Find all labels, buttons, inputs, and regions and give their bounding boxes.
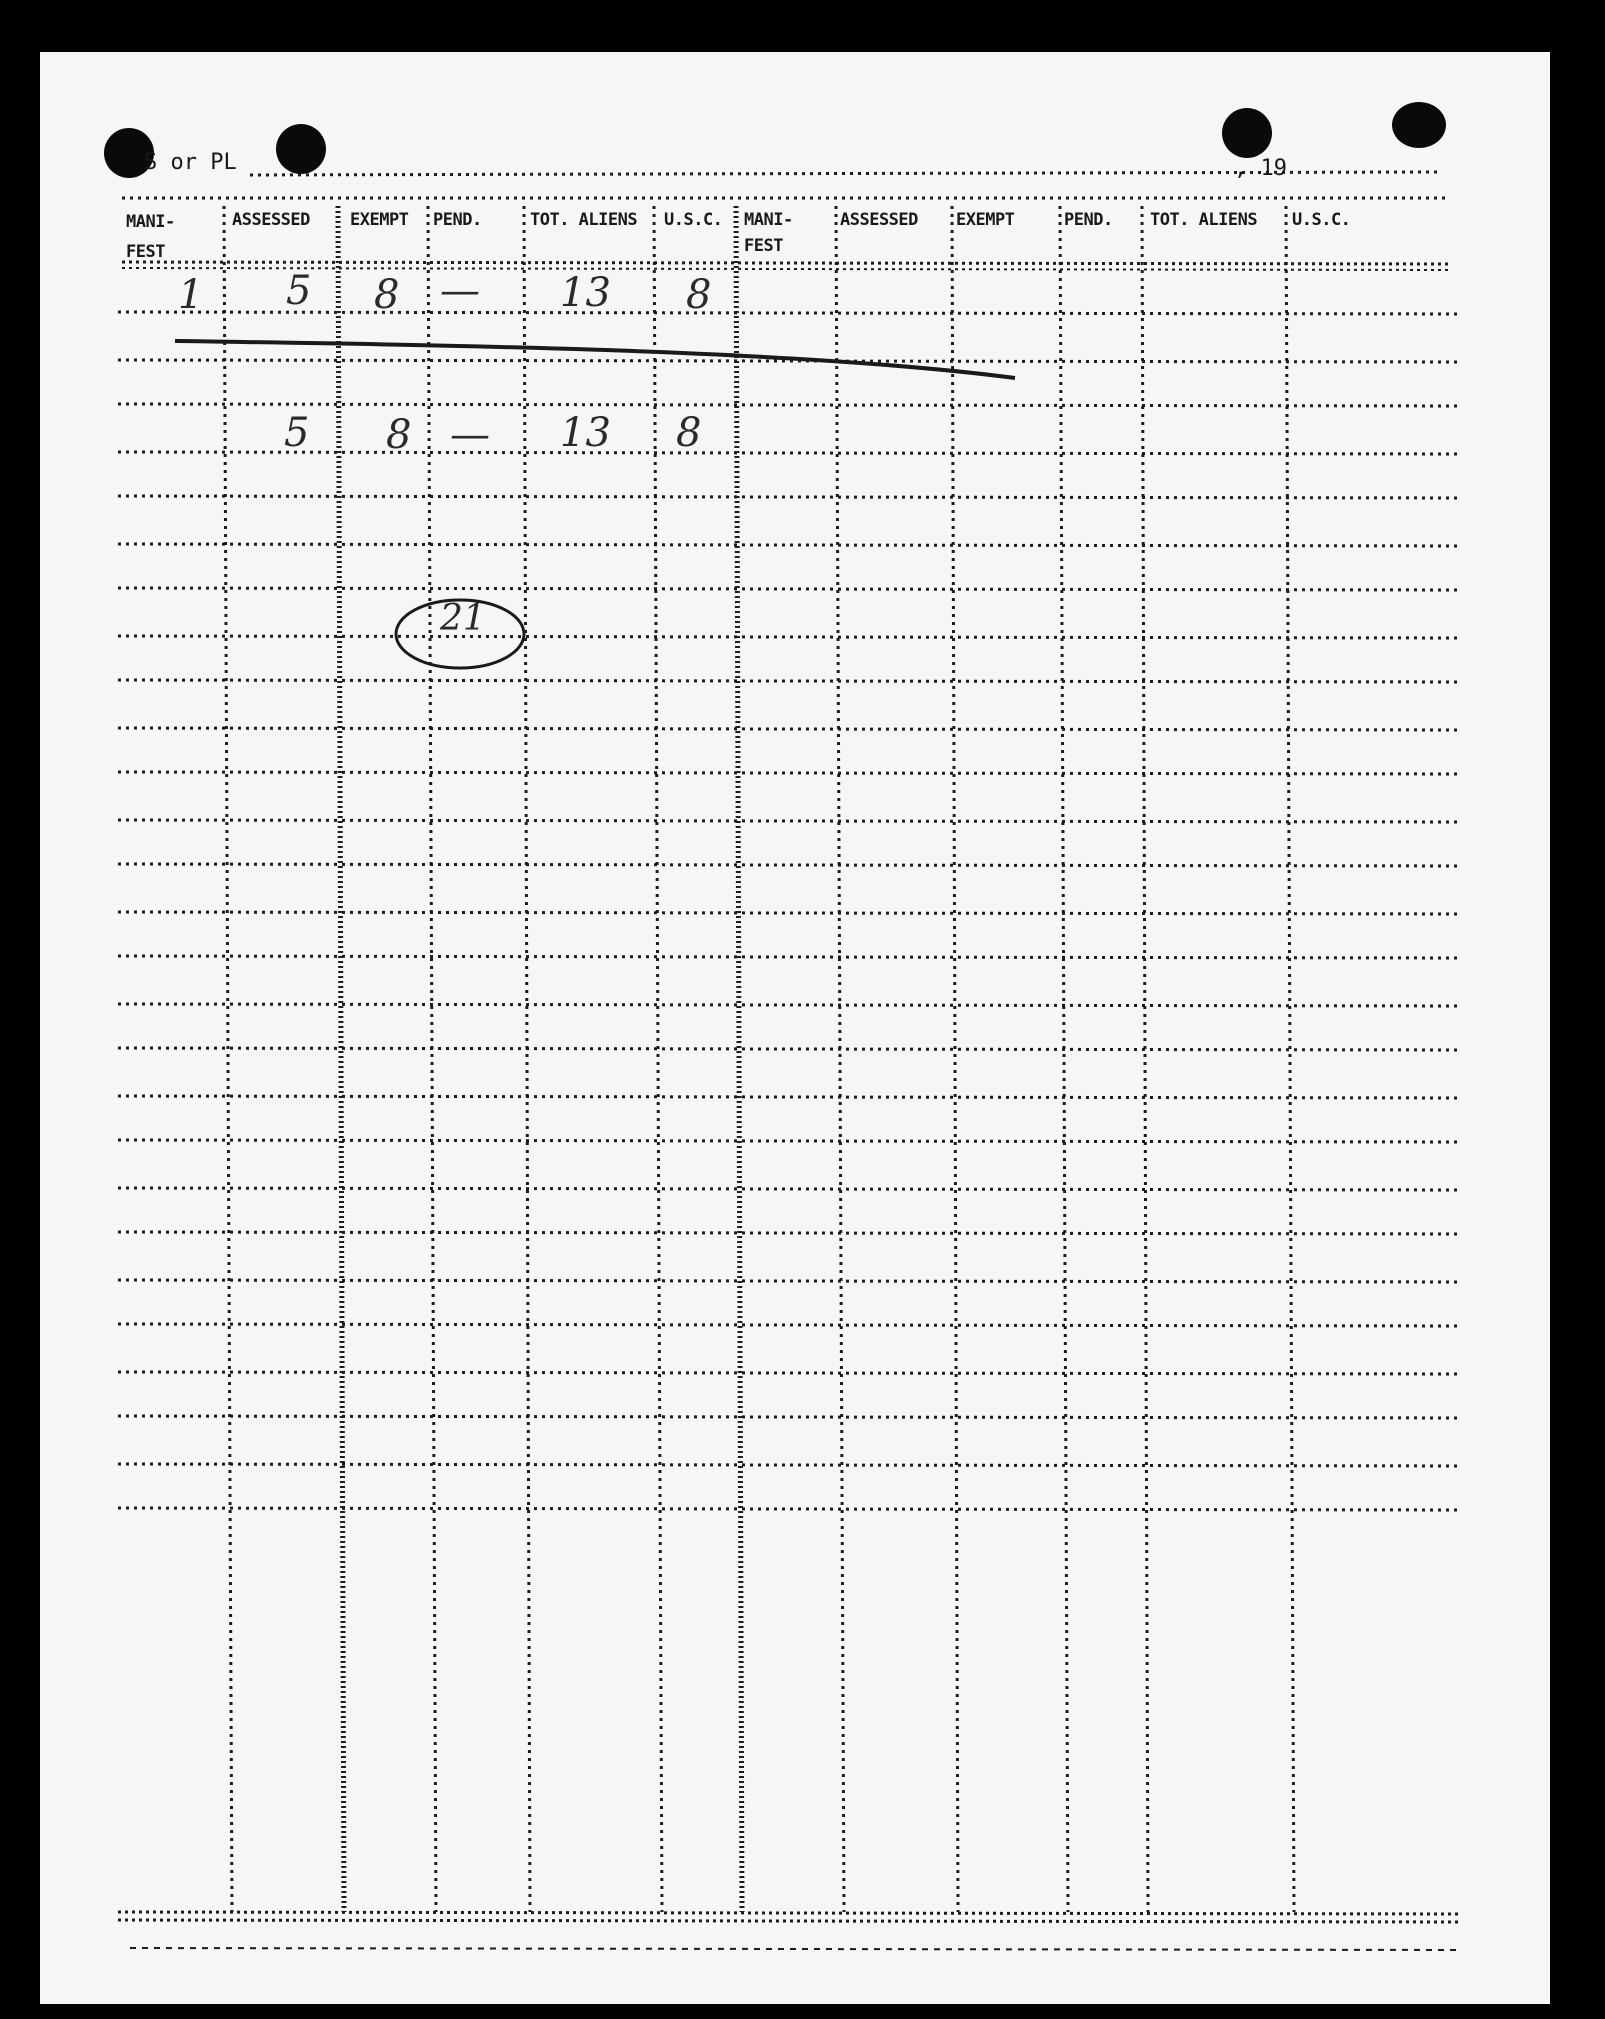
header-usc-right: U.S.C. [1292, 210, 1351, 230]
header-tot-aliens: TOT. ALIENS [530, 210, 638, 230]
circled-total: 21 [440, 598, 486, 639]
punch-hole-3 [1222, 108, 1272, 158]
total-tot-aliens: 13 [560, 410, 611, 456]
row-rule [118, 1188, 1462, 1190]
row-rule [118, 1232, 1462, 1234]
row1-manifest: 1 [178, 272, 204, 318]
row1-usc: 8 [686, 272, 712, 318]
row-rule [118, 864, 1462, 866]
header-exempt: EXEMPT [350, 210, 409, 230]
punch-hole-4 [1392, 102, 1446, 148]
date-year-label: , 19 [1234, 156, 1287, 181]
header-manifest: MANI- [126, 212, 175, 232]
ship-type-label: S or PL [144, 150, 237, 175]
row1-pend: — [440, 268, 480, 314]
handwritten-total-line [175, 341, 1015, 378]
row-rule [118, 1324, 1462, 1326]
header-assessed: ASSESSED [232, 210, 310, 230]
header-bottom-rule [122, 262, 1450, 264]
footer-rule [130, 1948, 1460, 1950]
bottom-rule [118, 1912, 1462, 1914]
header-tot-aliens-right: TOT. ALIENS [1150, 210, 1258, 230]
total-pend: — [450, 412, 490, 458]
row-rule [118, 1416, 1462, 1418]
total-usc: 8 [676, 410, 702, 456]
bottom-rule-2 [118, 1920, 1462, 1922]
header-exempt-right: EXEMPT [956, 210, 1015, 230]
column-rule [524, 206, 530, 1912]
row-rule [118, 1372, 1462, 1374]
row-rule [118, 1464, 1462, 1466]
row-rule [118, 312, 1462, 314]
column-rule [836, 206, 844, 1912]
header-pend: PEND. [433, 210, 482, 230]
row-rule [118, 1048, 1462, 1050]
header-manifest-right-2: FEST [744, 236, 783, 256]
row-rule [118, 912, 1462, 914]
header-assessed-right: ASSESSED [840, 210, 918, 230]
row-rule [118, 1508, 1462, 1510]
row-rule [118, 1004, 1462, 1006]
row-rule [118, 496, 1462, 498]
row-rule [118, 1096, 1462, 1098]
row-rule [118, 956, 1462, 958]
header-usc: U.S.C. [664, 210, 723, 230]
row1-tot-aliens: 13 [560, 270, 611, 316]
column-rule [654, 206, 662, 1912]
row-rule [118, 1280, 1462, 1282]
row-rule [118, 588, 1462, 590]
total-exempt: 8 [386, 412, 412, 458]
column-rule [428, 206, 436, 1912]
column-rule [736, 206, 742, 1912]
row-rule [118, 772, 1462, 774]
column-rule [1060, 206, 1068, 1912]
column-rule [1286, 206, 1294, 1912]
row1-exempt: 8 [374, 272, 400, 318]
row-rule [118, 1140, 1462, 1142]
header-manifest-right: MANI- [744, 210, 793, 230]
total-assessed: 5 [284, 410, 310, 456]
row-rule [118, 820, 1462, 822]
row-rule [118, 404, 1462, 406]
row-rule [118, 452, 1462, 454]
header-bottom-rule-2 [122, 268, 1450, 270]
punch-hole-2 [276, 124, 326, 174]
column-rule [338, 206, 344, 1912]
column-rule [1142, 206, 1148, 1912]
column-rule [952, 206, 958, 1912]
row-rule [118, 728, 1462, 730]
row-rule [118, 544, 1462, 546]
header-manifest-2: FEST [126, 242, 165, 262]
row-rule [118, 680, 1462, 682]
row1-assessed: 5 [286, 268, 312, 314]
row-rule [118, 636, 1462, 638]
header-pend-right: PEND. [1064, 210, 1113, 230]
column-rule [224, 206, 232, 1912]
